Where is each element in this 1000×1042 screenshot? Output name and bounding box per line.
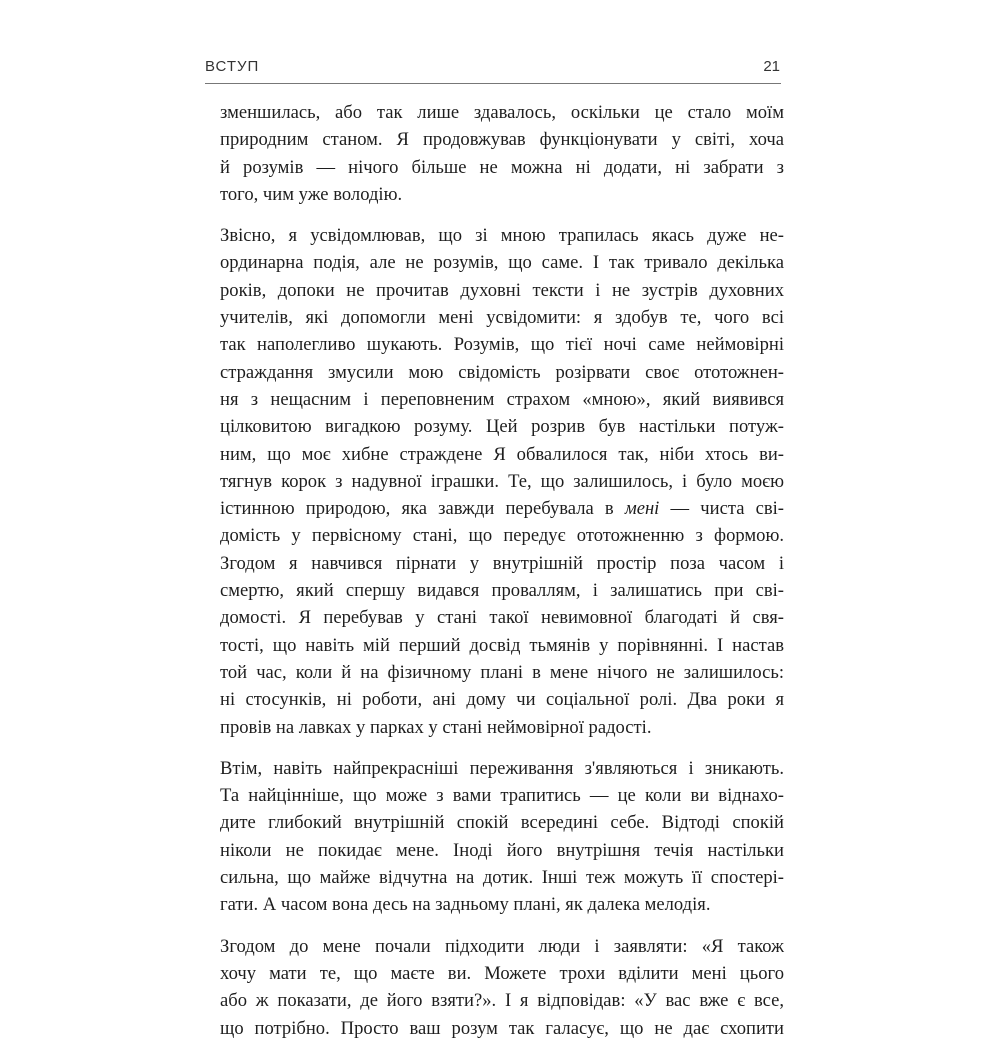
- text-line: істинною природою, яка завжди перебувала в мені — чиста сві-: [220, 498, 784, 520]
- text-line: гати. А часом вона десь на задньому плані, як далека мелодія.: [220, 894, 711, 916]
- paragraph-gap: [220, 741, 784, 755]
- text-line: зменшилась, або так лише здавалось, оскільки це стало моїм: [220, 102, 784, 123]
- running-header: [205, 58, 780, 82]
- text-line: що потрібно. Просто ваш розум так галасує, що не дає схопити: [220, 1017, 784, 1039]
- paragraph: [220, 99, 784, 208]
- paragraph-gap: [220, 919, 784, 933]
- text-line: цілковитою вигадкою розуму. Цей розрив був настільки потуж-: [220, 416, 784, 438]
- text-line: ним, що моє хибне страждене Я обвалилося так, ніби хтось ви-: [220, 443, 784, 465]
- text-line: років, допоки не прочитав духовні тексти і не зустрів духовних: [220, 279, 784, 301]
- text-line: учителів, які допомогли мені усвідомити: я здобув те, чого всі: [220, 307, 784, 329]
- text-line: страждання змусили мою свідомість розірвати своє ототожнен-: [220, 361, 784, 383]
- text-line: того, чим уже володію.: [220, 183, 403, 205]
- paragraph: [220, 222, 784, 741]
- paragraph-gap: [220, 208, 784, 222]
- emphasis: мені: [624, 498, 660, 520]
- text-line: тягнув корок з надувної іграшки. Те, що залишилось, і було моєю: [220, 470, 784, 492]
- text-line: або ж показати, де його взяти?». І я відповідав: «У вас вже є все,: [220, 990, 784, 1012]
- page-number: 21: [763, 58, 780, 75]
- text-line: природним станом. Я продовжував функціонувати у світі, хоча: [220, 129, 784, 151]
- paragraph: [220, 755, 784, 919]
- body-text: [220, 99, 784, 1042]
- text-line: домість у первісному стані, що передує ототожненню з формою.: [220, 525, 784, 547]
- text-line: Та найцінніше, що може з вами трапитись — це коли ви віднахо-: [220, 785, 784, 807]
- text-line: той час, коли й на фізичному плані в мене нічого не залишилось:: [220, 661, 784, 683]
- text-line: домості. Я перебував у стані такої невимовної благодаті й свя-: [220, 607, 784, 629]
- text-line: ніколи не покидає мене. Іноді його внутрішня течія настільки: [220, 839, 784, 861]
- text-line: смертю, який спершу видався проваллям, і залишатись при сві-: [220, 580, 784, 602]
- text-line: дите глибокий внутрішній спокій всередині себе. Відтоді спокій: [220, 812, 784, 834]
- text-line: Звісно, я усвідомлював, що зі мною трапилась якась дуже не-: [220, 225, 784, 247]
- text-line: Згодом я навчився пірнати у внутрішній простір поза часом і: [220, 552, 784, 574]
- text-line: Згодом до мене почали підходити люди і заявляти: «Я також: [220, 935, 784, 957]
- text-line: й розумів — нічого більше не можна ні додати, ні забрати з: [220, 156, 784, 178]
- header-rule: [205, 83, 781, 84]
- text-line: хочу мати те, що маєте ви. Можете трохи вділити мені цього: [220, 962, 784, 984]
- text-line: ні стосунків, ні роботи, ані дому чи соціальної ролі. Два роки я: [220, 689, 784, 711]
- text-line: так наполегливо шукають. Розумів, що тієї ночі саме неймовірні: [220, 334, 784, 356]
- section-title: ВСТУП: [205, 58, 260, 75]
- text-line: тості, що навіть мій перший досвід тьмянів у порівнянні. І настав: [220, 634, 784, 656]
- text-line: ня з нещасним і переповненим страхом «мною», який виявився: [220, 388, 784, 410]
- paragraph: [220, 933, 784, 1042]
- text-line: провів на лавках у парках у стані неймовірної радості.: [220, 716, 652, 738]
- text-line: Втім, навіть найпрекрасніші переживання з'являються і зникають.: [220, 757, 784, 779]
- text-line: сильна, що майже відчутна на дотик. Інші теж можуть її спостері-: [220, 867, 784, 889]
- text-line: ординарна подія, але не розумів, що саме. І так тривало декілька: [220, 252, 784, 274]
